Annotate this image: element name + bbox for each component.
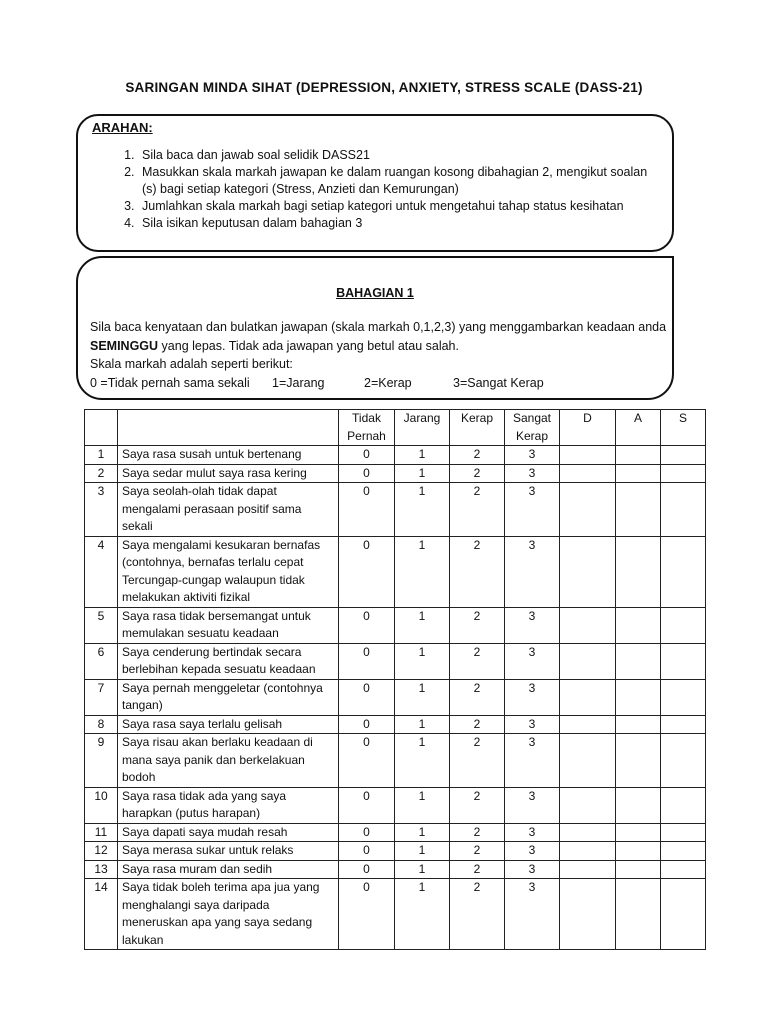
score-option[interactable]: 0 bbox=[339, 734, 395, 788]
score-option[interactable]: 2 bbox=[450, 787, 505, 823]
s-score-cell[interactable] bbox=[661, 787, 706, 823]
row-number: 11 bbox=[85, 823, 118, 842]
score-option[interactable]: 3 bbox=[505, 715, 560, 734]
section-1-line-1: Sila baca kenyataan dan bulatkan jawapan (skala markah 0,1,2,3) yang menggambarkan keadaan anda bbox=[90, 320, 667, 334]
a-score-cell[interactable] bbox=[616, 879, 661, 950]
score-option[interactable]: 0 bbox=[339, 823, 395, 842]
score-option[interactable]: 1 bbox=[395, 715, 450, 734]
d-score-cell[interactable] bbox=[560, 446, 616, 465]
table-row bbox=[85, 483, 706, 537]
score-option[interactable]: 2 bbox=[450, 823, 505, 842]
row-statement: Saya merasa sukar untuk relaks bbox=[118, 842, 339, 861]
score-option[interactable]: 3 bbox=[505, 483, 560, 537]
page-title: SARINGAN MINDA SIHAT (DEPRESSION, ANXIETY, STRESS SCALE (DASS-21) bbox=[125, 80, 643, 95]
score-option[interactable]: 2 bbox=[450, 483, 505, 537]
s-score-cell[interactable] bbox=[661, 679, 706, 715]
a-score-cell[interactable] bbox=[616, 643, 661, 679]
score-option[interactable]: 3 bbox=[505, 879, 560, 950]
score-option[interactable]: 2 bbox=[450, 879, 505, 950]
a-score-cell[interactable] bbox=[616, 464, 661, 483]
score-option[interactable]: 3 bbox=[505, 734, 560, 788]
row-statement: Saya pernah menggeletar (contohnya tangan) bbox=[118, 679, 339, 715]
row-number: 1 bbox=[85, 446, 118, 465]
instruction-item: 1. Sila baca dan jawab soal selidik DASS21 bbox=[138, 147, 658, 164]
score-option[interactable]: 1 bbox=[395, 607, 450, 643]
score-option[interactable]: 1 bbox=[395, 734, 450, 788]
d-score-cell[interactable] bbox=[560, 715, 616, 734]
row-number: 8 bbox=[85, 715, 118, 734]
a-score-cell[interactable] bbox=[616, 446, 661, 465]
column-header-s: S bbox=[661, 410, 706, 446]
table-row bbox=[85, 860, 706, 879]
a-score-cell[interactable] bbox=[616, 536, 661, 607]
s-score-cell[interactable] bbox=[661, 643, 706, 679]
row-number: 9 bbox=[85, 734, 118, 788]
s-score-cell[interactable] bbox=[661, 607, 706, 643]
score-option[interactable]: 1 bbox=[395, 842, 450, 861]
table-row bbox=[85, 734, 706, 788]
column-header-d: D bbox=[560, 410, 616, 446]
section-1-line-2 bbox=[90, 337, 660, 356]
s-score-cell[interactable] bbox=[661, 464, 706, 483]
row-number: 10 bbox=[85, 787, 118, 823]
row-number: 7 bbox=[85, 679, 118, 715]
score-option[interactable]: 1 bbox=[395, 787, 450, 823]
a-score-cell[interactable] bbox=[616, 715, 661, 734]
score-option[interactable]: 0 bbox=[339, 860, 395, 879]
dass-table bbox=[84, 409, 706, 950]
scale-legend-item: 0 =Tidak pernah sama sekali bbox=[90, 375, 250, 390]
table-row bbox=[85, 879, 706, 950]
table-row bbox=[85, 607, 706, 643]
instruction-item: 3. Jumlahkan skala markah bagi setiap kategori untuk mengetahui tahap status kesihatan bbox=[138, 198, 658, 215]
score-option[interactable]: 1 bbox=[395, 464, 450, 483]
score-option[interactable]: 2 bbox=[450, 536, 505, 607]
d-score-cell[interactable] bbox=[560, 536, 616, 607]
a-score-cell[interactable] bbox=[616, 483, 661, 537]
s-score-cell[interactable] bbox=[661, 715, 706, 734]
a-score-cell[interactable] bbox=[616, 607, 661, 643]
a-score-cell[interactable] bbox=[616, 679, 661, 715]
table-row bbox=[85, 823, 706, 842]
a-score-cell[interactable] bbox=[616, 860, 661, 879]
d-score-cell[interactable] bbox=[560, 787, 616, 823]
score-option[interactable]: 1 bbox=[395, 536, 450, 607]
row-statement: Saya rasa saya terlalu gelisah bbox=[118, 715, 339, 734]
table-row bbox=[85, 787, 706, 823]
score-option[interactable]: 3 bbox=[505, 860, 560, 879]
score-option[interactable]: 1 bbox=[395, 483, 450, 537]
s-score-cell[interactable] bbox=[661, 823, 706, 842]
row-number: 6 bbox=[85, 643, 118, 679]
score-option[interactable]: 2 bbox=[450, 715, 505, 734]
row-statement: Saya rasa muram dan sedih bbox=[118, 860, 339, 879]
a-score-cell[interactable] bbox=[616, 823, 661, 842]
d-score-cell[interactable] bbox=[560, 842, 616, 861]
d-score-cell[interactable] bbox=[560, 607, 616, 643]
s-score-cell[interactable] bbox=[661, 860, 706, 879]
row-statement: Saya rasa susah untuk bertenang bbox=[118, 446, 339, 465]
d-score-cell[interactable] bbox=[560, 483, 616, 537]
row-statement: Saya cenderung bertindak secara berlebihan kepada sesuatu keadaan bbox=[118, 643, 339, 679]
score-option[interactable]: 3 bbox=[505, 823, 560, 842]
score-option[interactable]: 2 bbox=[450, 842, 505, 861]
instruction-item: 4. Sila isikan keputusan dalam bahagian 3 bbox=[138, 215, 658, 232]
score-option[interactable]: 0 bbox=[339, 464, 395, 483]
d-score-cell[interactable] bbox=[560, 679, 616, 715]
scale-legend-item: 1=Jarang bbox=[272, 375, 325, 390]
s-score-cell[interactable] bbox=[661, 536, 706, 607]
score-option[interactable]: 1 bbox=[395, 823, 450, 842]
score-option[interactable]: 3 bbox=[505, 446, 560, 465]
column-header-jarang: Jarang bbox=[395, 410, 450, 446]
table-row bbox=[85, 464, 706, 483]
score-option[interactable]: 0 bbox=[339, 483, 395, 537]
d-score-cell[interactable] bbox=[560, 734, 616, 788]
s-score-cell[interactable] bbox=[661, 483, 706, 537]
score-option[interactable]: 2 bbox=[450, 679, 505, 715]
row-number: 4 bbox=[85, 536, 118, 607]
row-statement: Saya dapati saya mudah resah bbox=[118, 823, 339, 842]
a-score-cell[interactable] bbox=[616, 787, 661, 823]
score-option[interactable]: 0 bbox=[339, 607, 395, 643]
s-score-cell[interactable] bbox=[661, 446, 706, 465]
score-option[interactable]: 0 bbox=[339, 679, 395, 715]
row-number: 2 bbox=[85, 464, 118, 483]
score-option[interactable]: 2 bbox=[450, 464, 505, 483]
score-option[interactable]: 0 bbox=[339, 715, 395, 734]
score-option[interactable]: 2 bbox=[450, 860, 505, 879]
instructions-list bbox=[92, 147, 658, 232]
column-header-no bbox=[85, 410, 118, 446]
score-option[interactable]: 0 bbox=[339, 879, 395, 950]
table-row bbox=[85, 643, 706, 679]
scale-legend-item: 2=Kerap bbox=[364, 375, 412, 390]
row-statement: Saya sedar mulut saya rasa kering bbox=[118, 464, 339, 483]
score-option[interactable]: 0 bbox=[339, 643, 395, 679]
score-option[interactable]: 1 bbox=[395, 643, 450, 679]
row-statement: Saya rasa tidak bersemangat untuk memulakan sesuatu keadaan bbox=[118, 607, 339, 643]
score-option[interactable]: 2 bbox=[450, 446, 505, 465]
d-score-cell[interactable] bbox=[560, 464, 616, 483]
score-option[interactable]: 3 bbox=[505, 607, 560, 643]
a-score-cell[interactable] bbox=[616, 842, 661, 861]
scale-legend bbox=[90, 374, 660, 392]
table-row bbox=[85, 536, 706, 607]
score-option[interactable]: 2 bbox=[450, 607, 505, 643]
s-score-cell[interactable] bbox=[661, 734, 706, 788]
d-score-cell[interactable] bbox=[560, 879, 616, 950]
score-option[interactable]: 1 bbox=[395, 679, 450, 715]
score-option[interactable]: 1 bbox=[395, 879, 450, 950]
column-header-tidak-pernah: Tidak Pernah bbox=[339, 410, 395, 446]
score-option[interactable]: 1 bbox=[395, 860, 450, 879]
table-row bbox=[85, 842, 706, 861]
score-option[interactable]: 0 bbox=[339, 842, 395, 861]
column-header-statement bbox=[118, 410, 339, 446]
score-option[interactable]: 3 bbox=[505, 842, 560, 861]
d-score-cell[interactable] bbox=[560, 643, 616, 679]
s-score-cell[interactable] bbox=[661, 842, 706, 861]
score-option[interactable]: 0 bbox=[339, 536, 395, 607]
score-option[interactable]: 3 bbox=[505, 536, 560, 607]
section-1-line-2-rest: yang lepas. Tidak ada jawapan yang betul atau salah. bbox=[158, 338, 459, 353]
column-header-sangat-kerap: Sangat Kerap bbox=[505, 410, 560, 446]
table-header-row bbox=[85, 410, 706, 446]
column-header-kerap: Kerap bbox=[450, 410, 505, 446]
row-statement: Saya mengalami kesukaran bernafas (contohnya, bernafas terlalu cepat Tercungap-cungap walaupun tidak melakukan aktiviti fizikal bbox=[118, 536, 339, 607]
row-number: 14 bbox=[85, 879, 118, 950]
table-row bbox=[85, 446, 706, 465]
instructions-heading: ARAHAN: bbox=[92, 120, 153, 135]
score-option[interactable]: 0 bbox=[339, 446, 395, 465]
score-option[interactable]: 3 bbox=[505, 679, 560, 715]
section-1-line-3: Skala markah adalah seperti berikut: bbox=[90, 357, 293, 371]
row-statement: Saya seolah-olah tidak dapat mengalami perasaan positif sama sekali bbox=[118, 483, 339, 537]
a-score-cell[interactable] bbox=[616, 734, 661, 788]
scale-legend-item: 3=Sangat Kerap bbox=[453, 375, 544, 390]
row-number: 13 bbox=[85, 860, 118, 879]
score-option[interactable]: 2 bbox=[450, 734, 505, 788]
row-statement: Saya rasa tidak ada yang saya harapkan (putus harapan) bbox=[118, 787, 339, 823]
instructions-box bbox=[76, 114, 674, 252]
d-score-cell[interactable] bbox=[560, 823, 616, 842]
score-option[interactable]: 2 bbox=[450, 643, 505, 679]
section-1-box bbox=[76, 256, 674, 400]
section-1-heading: BAHAGIAN 1 bbox=[336, 286, 414, 300]
score-option[interactable]: 3 bbox=[505, 464, 560, 483]
row-number: 12 bbox=[85, 842, 118, 861]
score-option[interactable]: 3 bbox=[505, 643, 560, 679]
s-score-cell[interactable] bbox=[661, 879, 706, 950]
row-number: 3 bbox=[85, 483, 118, 537]
d-score-cell[interactable] bbox=[560, 860, 616, 879]
emphasis-week: SEMINGGU bbox=[90, 338, 159, 353]
score-option[interactable]: 1 bbox=[395, 446, 450, 465]
row-statement: Saya risau akan berlaku keadaan di mana saya panik dan berkelakuan bodoh bbox=[118, 734, 339, 788]
row-statement: Saya tidak boleh terima apa jua yang menghalangi saya daripada meneruskan apa yang saya sedang lakukan bbox=[118, 879, 339, 950]
score-option[interactable]: 3 bbox=[505, 787, 560, 823]
column-header-a: A bbox=[616, 410, 661, 446]
row-number: 5 bbox=[85, 607, 118, 643]
instruction-item: 2. Masukkan skala markah jawapan ke dalam ruangan kosong dibahagian 2, mengikut soalan (s) bagi setiap kategori (Stress, Anzieti dan Kemurungan) bbox=[138, 164, 658, 198]
score-option[interactable]: 0 bbox=[339, 787, 395, 823]
table-row bbox=[85, 715, 706, 734]
table-row bbox=[85, 679, 706, 715]
